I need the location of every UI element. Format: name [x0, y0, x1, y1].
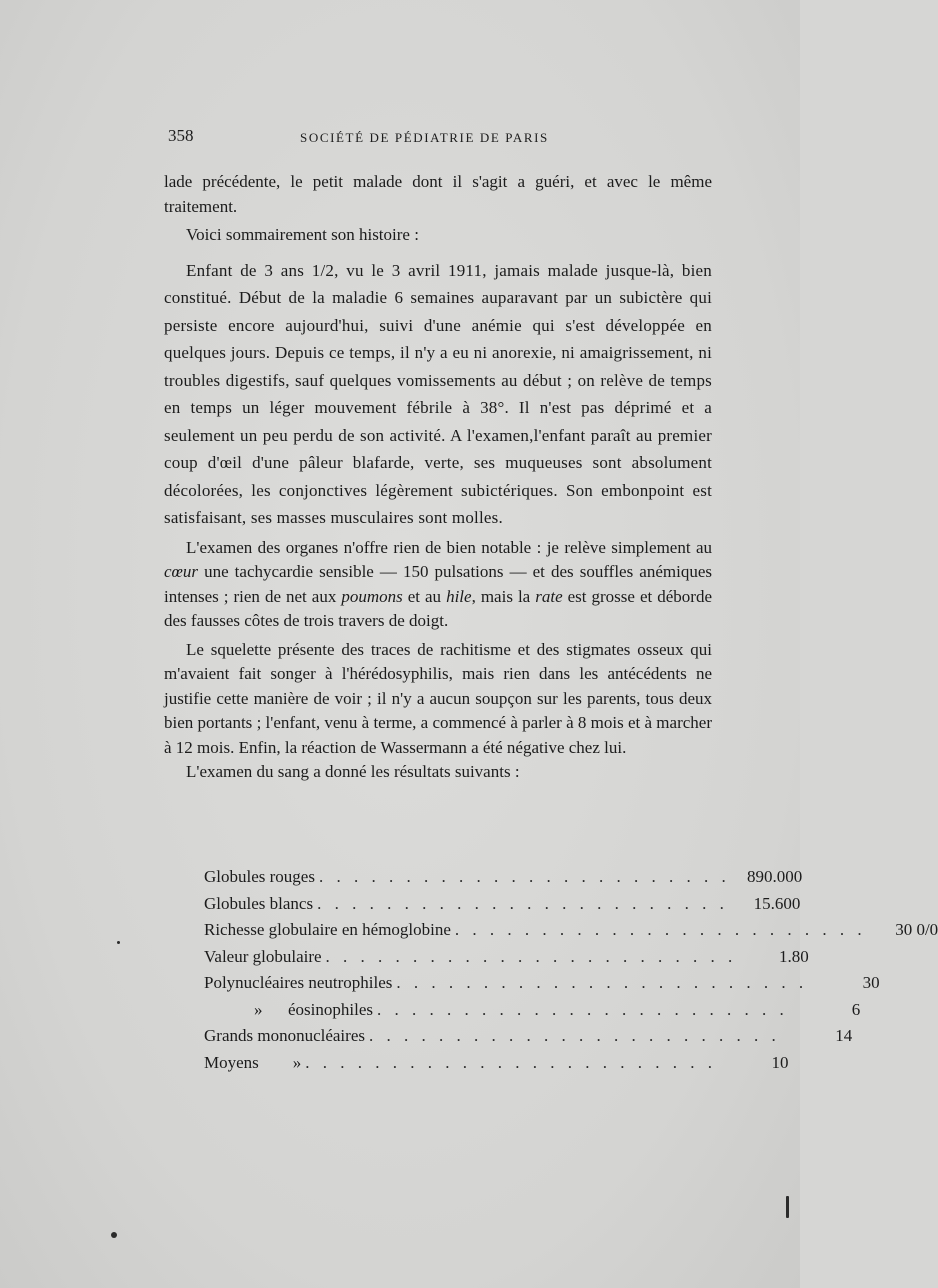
italic-term-poumons: poumons — [341, 586, 403, 606]
row-value: 1.80 — [779, 946, 809, 966]
running-title: SOCIÉTÉ DE PÉDIATRIE DE PARIS — [300, 130, 549, 145]
italic-term-coeur: cœur — [164, 562, 198, 581]
ink-speck — [111, 1232, 117, 1238]
row-value: 30 0/0 — [895, 920, 938, 939]
text-segment: , mais la — [471, 586, 536, 606]
row-value: 6 — [851, 999, 861, 1019]
row-label: Moyens » — [204, 1052, 302, 1072]
table-row — [204, 1050, 789, 1077]
row-label: Globules blancs — [204, 893, 314, 913]
table-row — [204, 970, 880, 997]
table-row — [204, 1023, 853, 1050]
row-label: Valeur globulaire — [204, 946, 322, 966]
row-label: Grands mononucléaires — [204, 1026, 365, 1045]
table-row — [204, 864, 803, 891]
paragraph-blood-intro: L'examen du sang a donné les résultats suivants : — [186, 762, 520, 781]
row-value: 10 — [771, 1052, 789, 1072]
text-segment: L'examen des organes n'offre rien de bien notable : je relève simplement au — [186, 537, 712, 557]
leader-dots: . . . . . . . . . . . . . . . . . . . . . . . . — [318, 867, 731, 886]
paragraph-skeleton: Le squelette présente des traces de rachitisme et des stigmates osseux qui m'avaient fait songer à l'hérédosyphilis, mais rien dans les antécédents ne justifie cette manière de voir ; il n'y a aucun soupçon sur les parents, tous deux bien portants ; l'enfant, venu à terme, a commencé à parler à 8 mois et à marcher à 12 mois. Enfin, la réaction de Wassermann a été négative chez lui. — [164, 639, 712, 757]
paragraph-history-intro: Voici sommairement son histoire : — [186, 225, 419, 244]
leader-dots: . . . . . . . . . . . . . . . . . . . . . . . . — [325, 946, 737, 966]
table-row — [204, 997, 861, 1024]
blood-results-table — [204, 864, 938, 1076]
leader-dots: . . . . . . . . . . . . . . . . . . . . . . . . — [317, 893, 729, 913]
italic-term-rate: rate — [535, 586, 563, 606]
paragraph-continuation: lade précédente, le petit malade dont il s'agit a guéri, et avec le même traitement. — [164, 172, 712, 216]
leader-dots: . . . . . . . . . . . . . . . . . . . . . . . . — [454, 920, 867, 939]
row-label: » éosinophiles — [254, 999, 373, 1019]
row-value: 890.000 — [746, 867, 803, 886]
row-value: 30 — [862, 973, 880, 992]
leader-dots: . . . . . . . . . . . . . . . . . . . . . . . . — [377, 999, 789, 1019]
text-segment: est grosse et déborde des fausses côtes de trois travers de doigt. — [164, 586, 712, 630]
table-row — [204, 944, 809, 971]
leader-dots: . . . . . . . . . . . . . . . . . . . . . . . . — [368, 1026, 781, 1045]
text-segment: et au — [402, 586, 447, 606]
leader-dots: . . . . . . . . . . . . . . . . . . . . . . . . — [396, 973, 808, 992]
table-row — [204, 891, 801, 918]
table-row — [204, 917, 938, 944]
page-number: 358 — [168, 126, 194, 145]
row-value: 15.600 — [753, 893, 801, 913]
paragraph-case-history: Enfant de 3 ans 1/2, vu le 3 avril 1911, jamais malade jusque-là, bien constitué. Début de la maladie 6 semaines auparavant par un subictère qui persiste encore aujourd'hui, suivi d'une anémie qui s'est développée en quelques jours. Depuis ce temps, il n'y a eu ni anorexie, ni amaigrissement, ni troubles digestifs, sauf quelques vomissements au début ; on relève de temps en temps un léger mouvement fébrile à 38°. Il n'est pas déprimé et a seulement un peu perdu de son activité. A l'examen,l'enfant paraît au premier coup d'œil d'une pâleur blafarde, verte, ses muqueuses sont absolument décolorées, les conjonctives légèrement subictériques. Son embonpoint est satisfaisant, ses masses musculaires sont molles. — [164, 260, 712, 527]
ink-speck — [786, 1196, 789, 1218]
row-label: Globules rouges — [204, 867, 315, 886]
row-label: Richesse globulaire en hémoglobine — [204, 920, 451, 939]
text-segment: une tachycardie sensible — 150 pulsations — et des souffles anémiques intenses ; rien de net aux — [164, 562, 712, 606]
row-label: Polynucléaires neutrophiles — [204, 973, 393, 992]
italic-term-hile: hile — [446, 586, 472, 606]
paragraph-organ-exam — [164, 536, 712, 634]
ink-speck — [117, 941, 120, 944]
body-text — [164, 170, 712, 785]
page-header — [168, 126, 568, 150]
row-value: 14 — [835, 1026, 853, 1045]
leader-dots: . . . . . . . . . . . . . . . . . . . . . . . . — [305, 1052, 717, 1072]
